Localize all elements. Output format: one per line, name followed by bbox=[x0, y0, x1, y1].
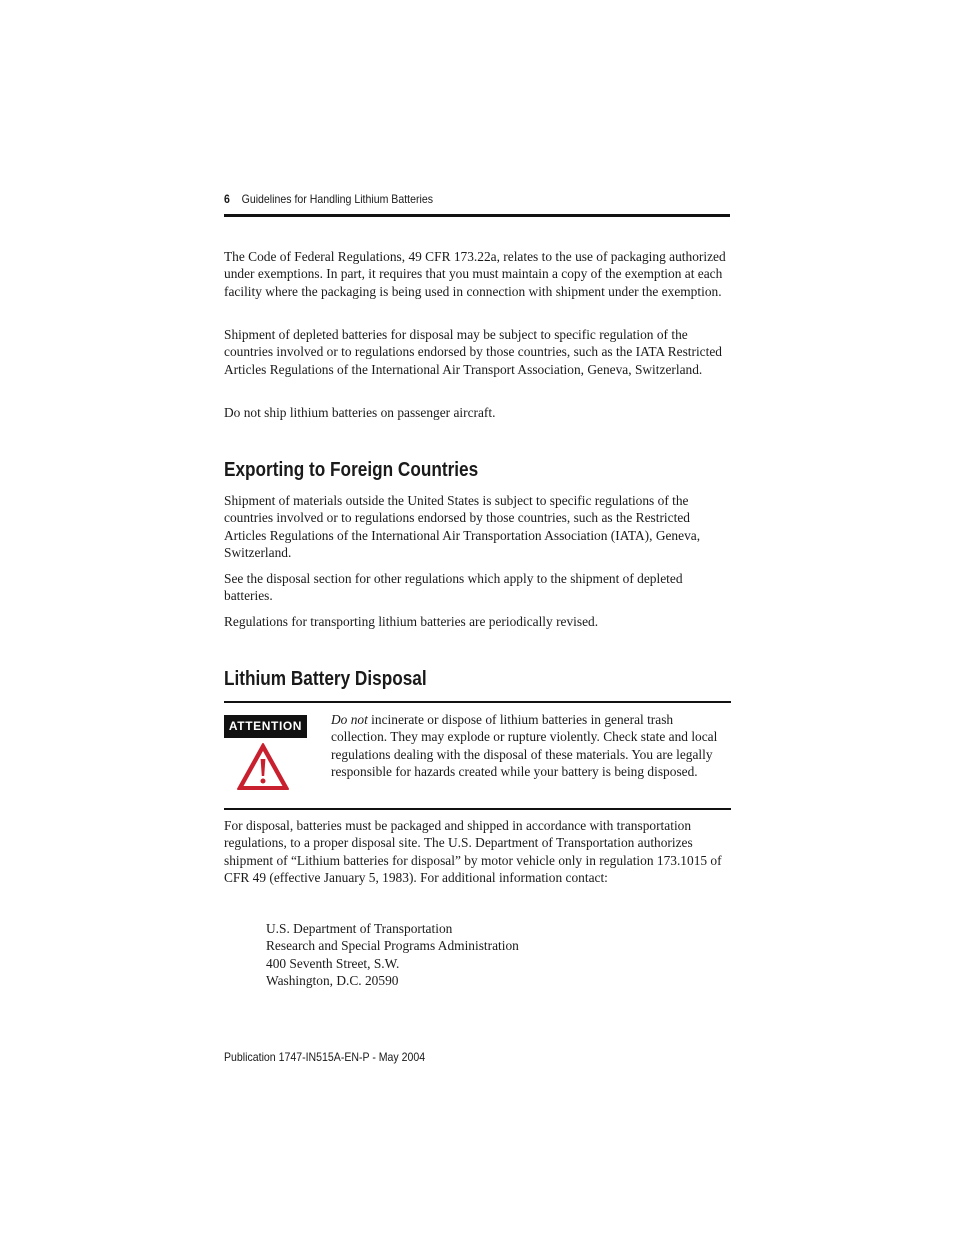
contact-address bbox=[266, 920, 519, 989]
attention-message bbox=[331, 711, 731, 780]
section-heading-disposal: Lithium Battery Disposal bbox=[224, 668, 427, 690]
exporting-paragraph-revised: Regulations for transporting lithium batteries are periodically revised. bbox=[224, 614, 599, 629]
address-line: U.S. Department of Transportation bbox=[266, 921, 453, 936]
attention-text: incinerate or dispose of lithium batteries in general trash collection. They may explode or rupture violently. Check state and local regulations dealing with the disposal of these materials. You are legally responsible for hazards created while your battery is being disposed. bbox=[331, 712, 718, 779]
exporting-paragraph-shipment: Shipment of materials outside the United States is subject to specific regulations of the countries involved or to regulations endorsed by those countries, such as the Restricted Articles Regulations of the International Air Transportation Association (IATA), Geneva, Switzerland. bbox=[224, 493, 701, 560]
publication-footer: Publication 1747-IN515A-EN-P - May 2004 bbox=[224, 1050, 426, 1064]
intro-paragraph-depleted: Shipment of depleted batteries for disposal may be subject to specific regulation of the countries involved or to regulations endorsed by those countries, such as the IATA Restricted Articles Regulations of the International Air Transport Association, Geneva, Switzerland. bbox=[224, 327, 722, 377]
attention-emphasis: Do not bbox=[331, 712, 368, 727]
warning-triangle-icon bbox=[236, 742, 290, 791]
address-line: Research and Special Programs Administration bbox=[266, 938, 519, 954]
address-line: Washington, D.C. 20590 bbox=[266, 972, 399, 988]
attention-bottom-rule bbox=[224, 808, 731, 810]
running-header bbox=[224, 192, 669, 214]
intro-paragraph-cfr: The Code of Federal Regulations, 49 CFR 173.22a, relates to the use of packaging authorized under exemptions. In part, it requires that you must maintain a copy of the exemption at each facility where the packaging is being used in connection with shipment under the exemption. bbox=[224, 249, 726, 299]
header-rule bbox=[224, 214, 730, 217]
exporting-paragraph-see-disposal: See the disposal section for other regulations which apply to the shipment of depleted batteries. bbox=[224, 571, 683, 604]
section-heading-exporting: Exporting to Foreign Countries bbox=[224, 459, 479, 481]
address-line: 400 Seventh Street, S.W. bbox=[266, 955, 400, 971]
page-number: 6 bbox=[224, 192, 230, 206]
disposal-paragraph: For disposal, batteries must be packaged and shipped in accordance with transportation regulations, to a proper disposal site. The U.S. Department of Transportation authorizes shipment of “Lithium batteries for disposal” by motor vehicle only in regulation 173.1015 of CFR 49 (effective January 5, 1983). For additional information contact: bbox=[224, 818, 722, 885]
attention-top-rule bbox=[224, 701, 731, 703]
intro-paragraph-aircraft: Do not ship lithium batteries on passenger aircraft. bbox=[224, 405, 496, 420]
attention-badge: ATTENTION bbox=[224, 715, 307, 738]
running-title: Guidelines for Handling Lithium Batteries bbox=[241, 192, 433, 206]
